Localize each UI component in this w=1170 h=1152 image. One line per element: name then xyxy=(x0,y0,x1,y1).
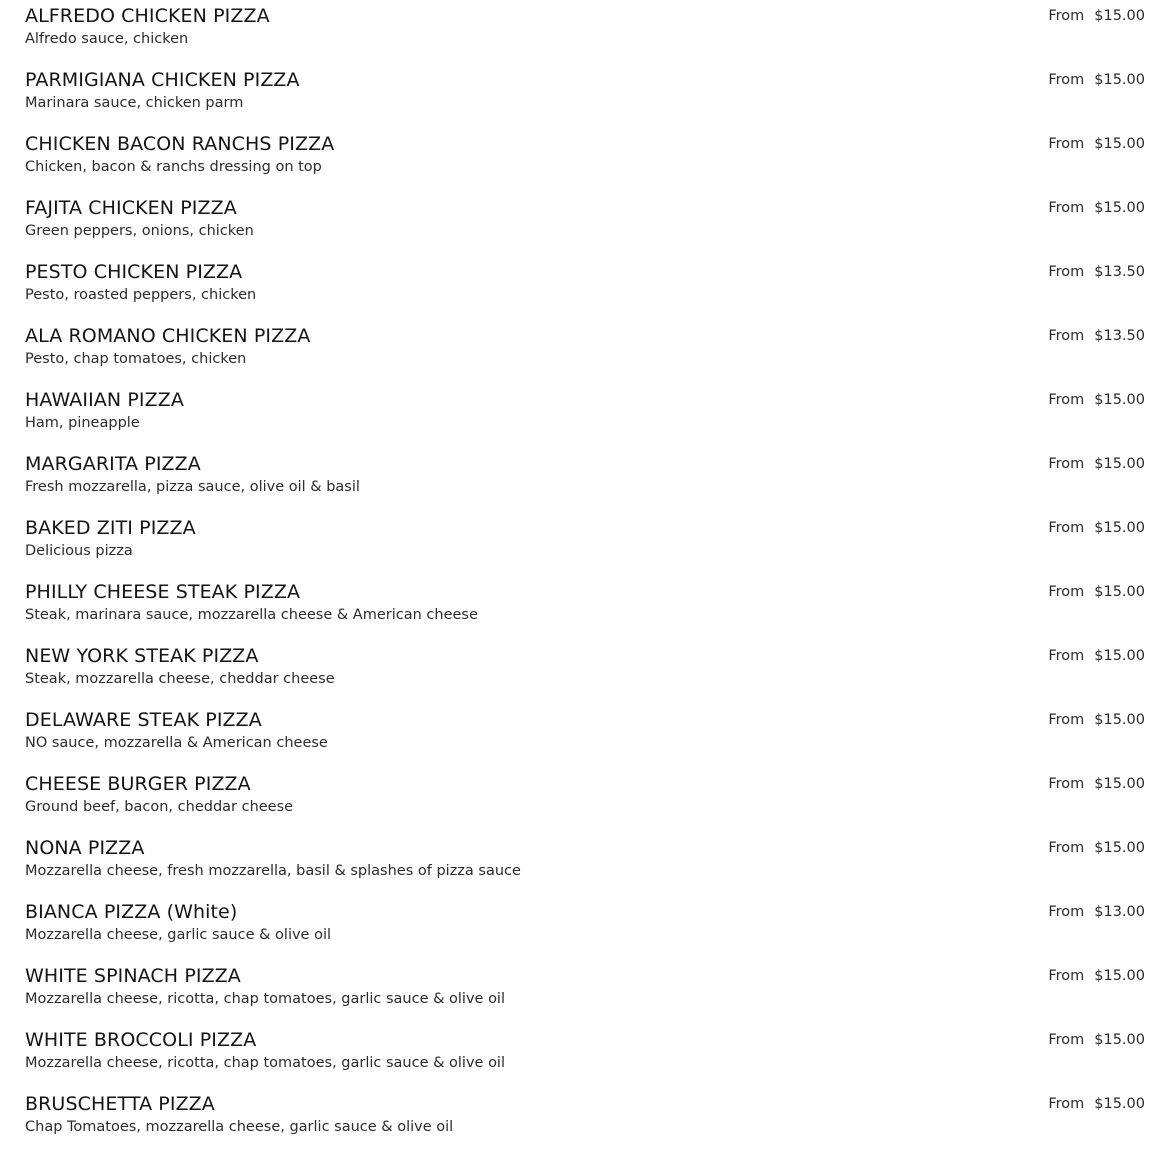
price-value: $15.00 xyxy=(1094,200,1145,216)
price-prefix: From xyxy=(1048,72,1085,88)
menu-item[interactable] xyxy=(25,448,1145,512)
item-price xyxy=(1048,775,1145,793)
price-prefix: From xyxy=(1048,1032,1085,1048)
price-value: $13.50 xyxy=(1094,328,1145,344)
item-price xyxy=(1048,1031,1145,1049)
item-description: Green peppers, onions, chicken xyxy=(25,223,254,239)
item-price xyxy=(1048,519,1145,537)
item-price xyxy=(1048,263,1145,281)
item-description: Mozzarella cheese, garlic sauce & olive oil xyxy=(25,927,332,943)
item-name: BAKED ZITI PIZZA xyxy=(25,517,196,539)
item-name: FAJITA CHICKEN PIZZA xyxy=(25,197,237,219)
item-description: Steak, mozzarella cheese, cheddar cheese xyxy=(25,671,335,687)
item-description: Pesto, chap tomatoes, chicken xyxy=(25,351,247,367)
price-prefix: From xyxy=(1048,904,1085,920)
item-description: Chap Tomatoes, mozzarella cheese, garlic sauce & olive oil xyxy=(25,1119,454,1135)
menu-item[interactable] xyxy=(25,704,1145,768)
price-value: $15.00 xyxy=(1094,392,1145,408)
menu-item[interactable] xyxy=(25,640,1145,704)
price-value: $15.00 xyxy=(1094,456,1145,472)
price-prefix: From xyxy=(1048,392,1085,408)
menu-item[interactable] xyxy=(25,832,1145,896)
item-description: Marinara sauce, chicken parm xyxy=(25,95,244,111)
price-prefix: From xyxy=(1048,648,1085,664)
menu-item[interactable] xyxy=(25,384,1145,448)
menu-item[interactable] xyxy=(25,192,1145,256)
price-prefix: From xyxy=(1048,328,1085,344)
item-name: CHICKEN BACON RANCHS PIZZA xyxy=(25,133,335,155)
item-name: WHITE SPINACH PIZZA xyxy=(25,965,241,987)
item-name: NEW YORK STEAK PIZZA xyxy=(25,645,259,667)
price-value: $15.00 xyxy=(1094,1096,1145,1112)
price-value: $15.00 xyxy=(1094,776,1145,792)
price-value: $13.50 xyxy=(1094,264,1145,280)
item-description: Mozzarella cheese, ricotta, chap tomatoes, garlic sauce & olive oil xyxy=(25,991,505,1007)
price-value: $13.00 xyxy=(1094,904,1145,920)
item-price xyxy=(1048,1095,1145,1113)
item-name: BRUSCHETTA PIZZA xyxy=(25,1093,215,1115)
item-price xyxy=(1048,7,1145,25)
item-name: BIANCA PIZZA (White) xyxy=(25,901,238,923)
menu-list xyxy=(25,0,1145,1152)
menu-item[interactable] xyxy=(25,128,1145,192)
item-price xyxy=(1048,583,1145,601)
item-description: Mozzarella cheese, ricotta, chap tomatoes, garlic sauce & olive oil xyxy=(25,1055,505,1071)
item-description: Mozzarella cheese, fresh mozzarella, basil & splashes of pizza sauce xyxy=(25,863,521,879)
price-prefix: From xyxy=(1048,712,1085,728)
item-name: CHEESE BURGER PIZZA xyxy=(25,773,251,795)
item-price xyxy=(1048,647,1145,665)
item-description: Chicken, bacon & ranchs dressing on top xyxy=(25,159,322,175)
price-value: $15.00 xyxy=(1094,520,1145,536)
price-prefix: From xyxy=(1048,200,1085,216)
price-prefix: From xyxy=(1048,520,1085,536)
price-prefix: From xyxy=(1048,968,1085,984)
item-price xyxy=(1048,135,1145,153)
price-value: $15.00 xyxy=(1094,648,1145,664)
item-description: Pesto, roasted peppers, chicken xyxy=(25,287,257,303)
item-description: Alfredo sauce, chicken xyxy=(25,31,189,47)
price-value: $15.00 xyxy=(1094,8,1145,24)
item-description: Steak, marinara sauce, mozzarella cheese & American cheese xyxy=(25,607,478,623)
item-name: MARGARITA PIZZA xyxy=(25,453,201,475)
price-value: $15.00 xyxy=(1094,1032,1145,1048)
item-description: Delicious pizza xyxy=(25,543,133,559)
item-name: ALFREDO CHICKEN PIZZA xyxy=(25,5,270,27)
item-price xyxy=(1048,199,1145,217)
price-prefix: From xyxy=(1048,776,1085,792)
price-prefix: From xyxy=(1048,456,1085,472)
price-value: $15.00 xyxy=(1094,712,1145,728)
menu-item[interactable] xyxy=(25,320,1145,384)
item-description: NO sauce, mozzarella & American cheese xyxy=(25,735,328,751)
item-description: Fresh mozzarella, pizza sauce, olive oil & basil xyxy=(25,479,360,495)
price-prefix: From xyxy=(1048,136,1085,152)
item-price xyxy=(1048,455,1145,473)
price-prefix: From xyxy=(1048,8,1085,24)
price-prefix: From xyxy=(1048,584,1085,600)
menu-item[interactable] xyxy=(25,960,1145,1024)
item-price xyxy=(1048,327,1145,345)
item-name: PARMIGIANA CHICKEN PIZZA xyxy=(25,69,300,91)
menu-item[interactable] xyxy=(25,768,1145,832)
menu-item[interactable] xyxy=(25,896,1145,960)
menu-item[interactable] xyxy=(25,0,1145,64)
item-name: PESTO CHICKEN PIZZA xyxy=(25,261,243,283)
price-prefix: From xyxy=(1048,840,1085,856)
price-value: $15.00 xyxy=(1094,968,1145,984)
menu-item[interactable] xyxy=(25,512,1145,576)
item-name: DELAWARE STEAK PIZZA xyxy=(25,709,262,731)
item-name: NONA PIZZA xyxy=(25,837,145,859)
price-value: $15.00 xyxy=(1094,72,1145,88)
price-value: $15.00 xyxy=(1094,584,1145,600)
menu-item[interactable] xyxy=(25,64,1145,128)
item-name: WHITE BROCCOLI PIZZA xyxy=(25,1029,257,1051)
menu-item[interactable] xyxy=(25,1088,1145,1152)
item-name: PHILLY CHEESE STEAK PIZZA xyxy=(25,581,301,603)
item-name: ALA ROMANO CHICKEN PIZZA xyxy=(25,325,311,347)
price-value: $15.00 xyxy=(1094,840,1145,856)
menu-item[interactable] xyxy=(25,576,1145,640)
item-name: HAWAIIAN PIZZA xyxy=(25,389,184,411)
item-price xyxy=(1048,967,1145,985)
menu-item[interactable] xyxy=(25,256,1145,320)
menu-item[interactable] xyxy=(25,1024,1145,1088)
price-prefix: From xyxy=(1048,264,1085,280)
item-description: Ground beef, bacon, cheddar cheese xyxy=(25,799,294,815)
price-prefix: From xyxy=(1048,1096,1085,1112)
item-price xyxy=(1048,391,1145,409)
price-value: $15.00 xyxy=(1094,136,1145,152)
item-description: Ham, pineapple xyxy=(25,415,140,431)
item-price xyxy=(1048,71,1145,89)
item-price xyxy=(1048,839,1145,857)
item-price xyxy=(1048,711,1145,729)
item-price xyxy=(1048,903,1145,921)
